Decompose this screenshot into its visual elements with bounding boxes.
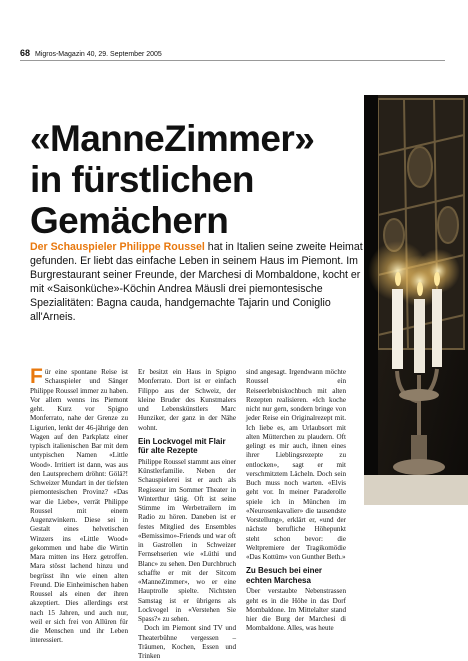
- drop-cap: F: [30, 365, 43, 388]
- body-text: Er besitzt ein Haus in Spigno Monferrato. Dort ist er einfach Filippo aus der Schweiz, der kleine Bruder des Kunstmalers und Lebenskünstlers Marc Hunziker, der ganz in der Nähe wohnt.: [138, 368, 236, 432]
- header-divider: [20, 60, 445, 61]
- page-header: [20, 48, 162, 58]
- body-text: Doch im Piemont sind TV und Theaterbühne vergessen – Träumen, Kochen, Essen und Trinken: [138, 624, 236, 660]
- candelabra-illustration: [364, 95, 468, 505]
- body-column-2: [138, 368, 236, 660]
- subheading: Ein Lockvogel mit Flair für alte Rezepte: [138, 436, 226, 456]
- body-text: ür eine spontane Reise ist Schauspieler und Sänger Philippe Roussel immer zu haben. Vor allem wenns ins Piemont geht. Kurz vor Spigno Monferrato, nahe der Grenze zu Ligurien, lenkt der 46-jährige den Wagen auf den Parkplatz einer typisch italienischen Bar mit dem untypischen Namen «Little Wood». Irritiert ist dann, was aus den Lautsprechern dröhnt: Gölä?! Schweizer Mundart in der tiefsten piemontesischen Provinz? «Das war die Liebe», verrät Philippe Roussel mit einem Augenzwinkern. Diese sei in Gestalt eines helvetischen Winzers ins «Little Wood» gekommen und habe die Wirtin Mara mitten ins Herz getroffen. Mara stösst lachend hinzu und begrüsst ihn wie einen alten Freund. Die Einheimischen haben Roussel als einen der ihren akzeptiert. Dies allerdings erst nach 15 Jahren, und auch nur, weil er sich frei von Allüren für die Menschen und ihr Leben interessiert.: [30, 368, 128, 645]
- candelabra-photo: [364, 95, 468, 505]
- page-number: 68: [20, 48, 31, 58]
- body-column-1: [30, 365, 128, 645]
- body-column-3: [246, 368, 346, 633]
- article-headline: «ManneZimmer» in fürstlichen Gemächern: [30, 118, 315, 241]
- body-text: Über verstaubte Nebenstrassen geht es in die Höhe in das Dorf Mombaldone. Im Mittelalter stand hier die Burg der Marchesi di Mombaldone. Alles, was heute: [246, 587, 346, 633]
- body-text: Philippe Roussel stammt aus einer Künstlerfamilie. Neben der Schauspielerei ist er auch als Regisseur im Sommer Theater in Winterthur tätig. Oft ist seine Stimme im Werbetrailern im Radio zu hören. Daneben ist er festes Mitglied des Ensembles «Bemissimo»-Friends und war oft in Gastrollen in Schweizer Fernsehserien wie «Lüthi und Blanc» zu sehen. Den Durchbruch schaffte er mit der Sitcom «ManneZimmer», wo er eine Hauptrolle spielte. Nichtsten Samstag ist er übrigens als Lockvogel in «Verstehen Sie Spass?» zu sehen.: [138, 457, 236, 623]
- article-lead: [30, 240, 370, 324]
- publication-line: Migros-Magazin 40, 29. September 2005: [34, 51, 162, 58]
- lead-highlight: Der Schauspieler Philippe Roussel: [30, 241, 205, 253]
- body-text: sind angesagt. Irgendwann möchte Roussel ein Reiseerlebniskochbuch mit alten Rezepten realisieren. «Ich koche nicht nur gern, sondern bringe von jeder Reise ein Originalrezept mit. Ich liebe es, am Urlaubsort mit alten Mütterchen zu plaudern. Oft gelingt es mir auch, ihnen eines ihrer Lieblingsrezepte zu entlocken», sagt er mit verschmitztem Lächeln. Doch sein Buch muss noch warten. «Elvis geht vor. In meiner Paraderolle spiele ich in München im «Neurosenkavalier» die tausendste Vorstellung», erklärt er, «und der nächste berufliche Höhepunkt steht schon bevor: die Weltpremiere der Tragikomödie «Das Kottüm» von Gunther Beth.»: [246, 368, 346, 561]
- lead-text: hat in Italien seine zweite Heimat gefunden. Er liebt das einfache Leben in seinem Haus im Piemont. Im Burgrestaurant seiner Freunde, der Marchesi di Mombaldone, kocht er mit «Saisonküche»-Köchin Andrea Mäusli drei piemontesische Spezialitäten: Bagna cauda, handgemachte Tajarin und Coniglio all'Arneis.: [30, 241, 363, 323]
- subheading: Zu Besuch bei einer echten Marchesa: [246, 566, 323, 585]
